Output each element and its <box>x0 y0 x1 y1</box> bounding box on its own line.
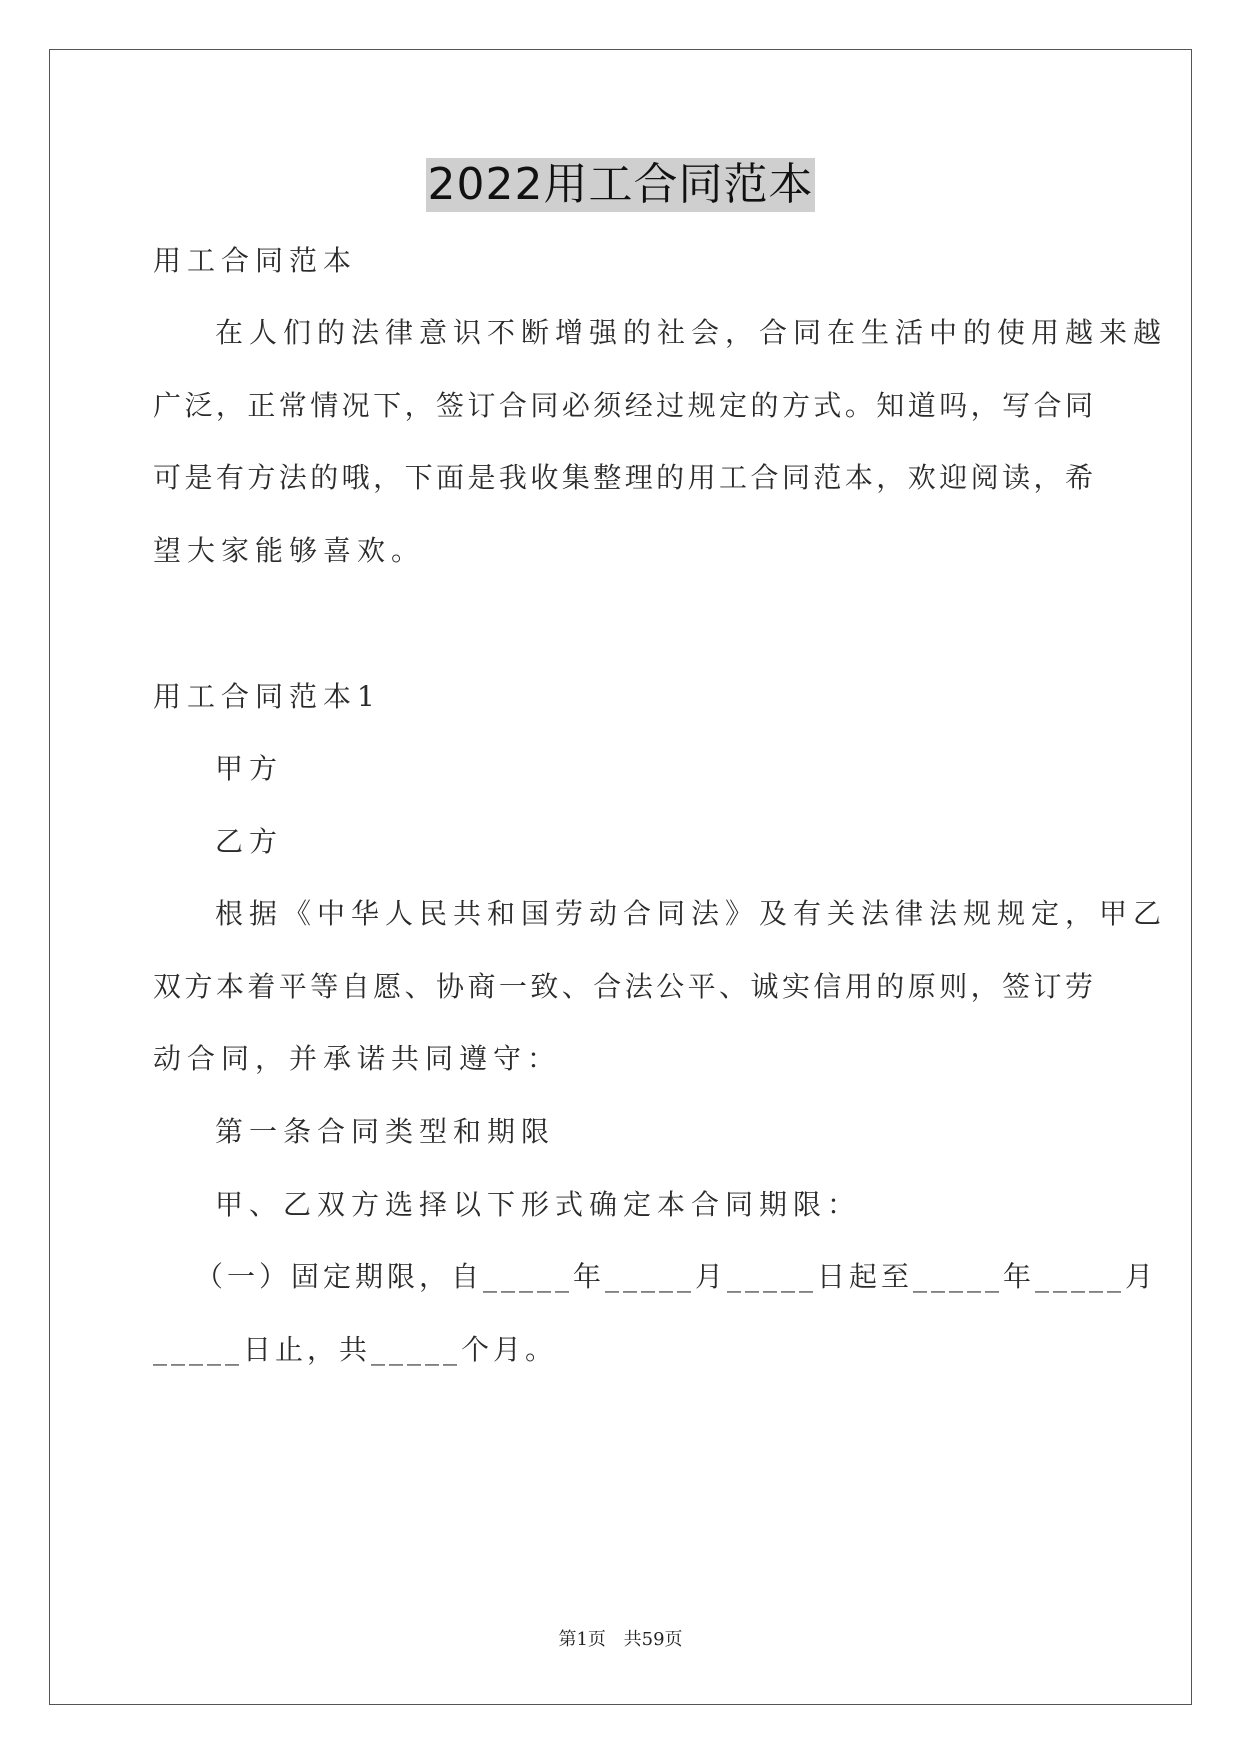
paragraph-line: _____日止，共_____个月。 <box>153 1333 558 1366</box>
party-a-label: 甲方 <box>215 752 284 785</box>
paragraph-line: 望大家能够喜欢。 <box>153 534 426 567</box>
title-container <box>0 158 1241 212</box>
section-heading: 用工合同范本 <box>153 244 358 277</box>
paragraph-line: 动合同，并承诺共同遵守： <box>153 1042 562 1075</box>
page-footer <box>0 1629 1241 1651</box>
page-total: 共59页 <box>623 1629 683 1650</box>
paragraph-line: 双方本着平等自愿、协商一致、合法公平、诚实信用的原则，签订劳 <box>153 970 1093 1003</box>
paragraph-line: 广泛，正常情况下，签订合同必须经过规定的方式。知道吗，写合同 <box>153 389 1093 422</box>
document-title: 2022用工合同范本 <box>427 159 814 210</box>
page-number: 第1页 <box>558 1629 606 1650</box>
page-border <box>49 49 1192 1705</box>
paragraph-line: 根据《中华人民共和国劳动合同法》及有关法律法规规定，甲乙 <box>215 897 1168 930</box>
paragraph-line: 可是有方法的哦，下面是我收集整理的用工合同范本，欢迎阅读，希 <box>153 461 1093 494</box>
party-b-label: 乙方 <box>215 825 284 858</box>
paragraph-line: 甲、乙双方选择以下形式确定本合同期限： <box>215 1188 862 1221</box>
paragraph-line: （一）固定期限，自_____年_____月_____日起至_____年_____月 <box>195 1260 1158 1293</box>
section-heading: 用工合同范本1 <box>153 680 381 713</box>
article-heading: 第一条合同类型和期限 <box>215 1115 556 1148</box>
paragraph-line: 在人们的法律意识不断增强的社会，合同在生活中的使用越来越 <box>215 316 1168 349</box>
